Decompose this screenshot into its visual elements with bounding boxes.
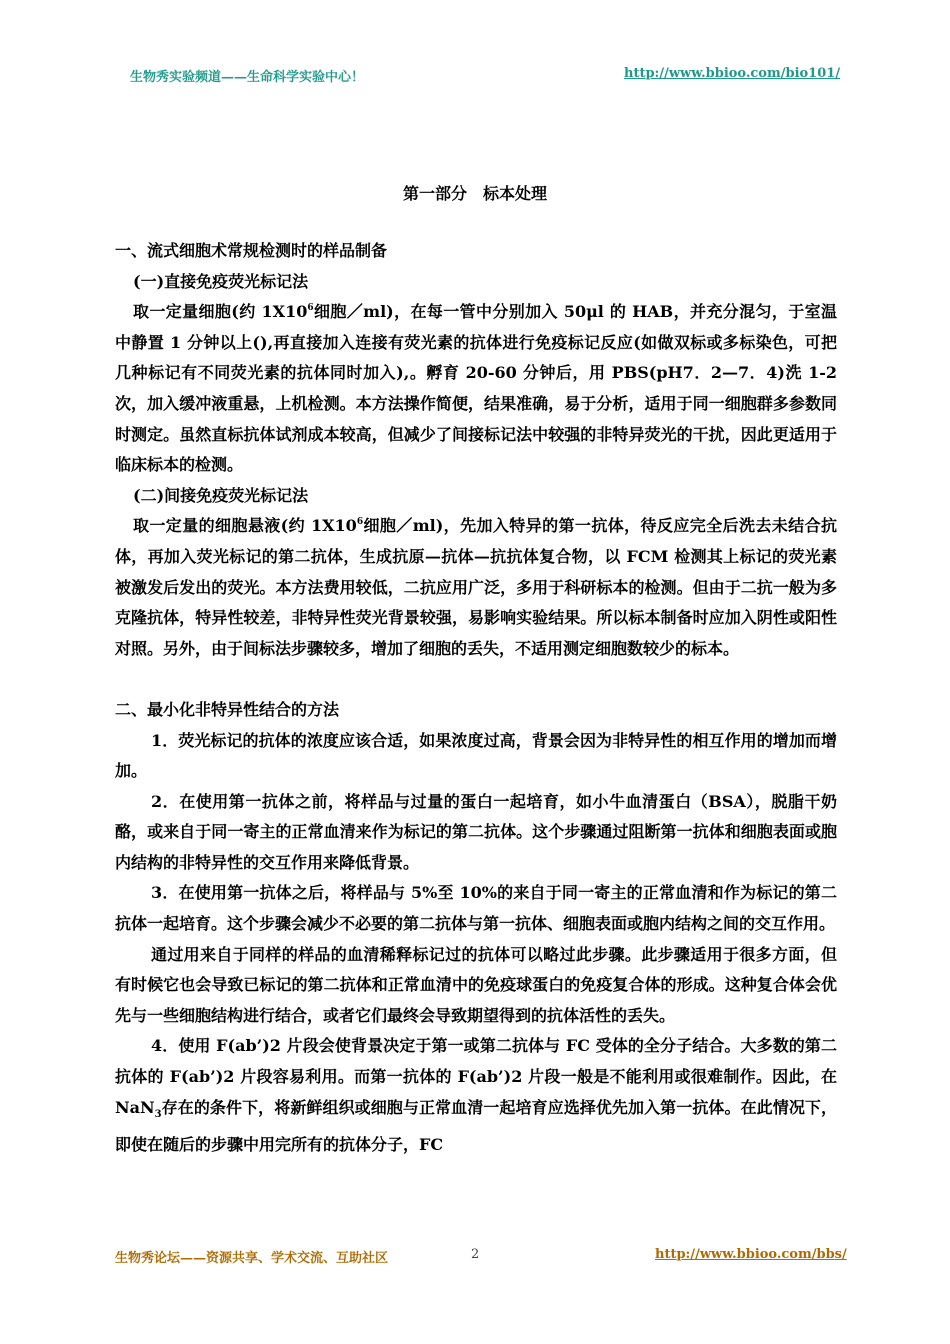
footer-forum-title: 生物秀论坛——资源共享、学术交流、互助社区 [115, 1251, 389, 1266]
sub2-text-a: 取一定量的细胞悬液(约 1X10 [133, 516, 357, 536]
header-site-title: 生物秀实验频道——生命科学实验中心！ [130, 70, 365, 85]
sub1-heading: (一)直接免疫荧光标记法 [133, 271, 309, 291]
sub2-exponent: 6 [356, 517, 364, 528]
item4-subscript: 3 [154, 1108, 162, 1120]
footer-link[interactable]: http://www.bbioo.com/bbs/ [655, 1247, 847, 1262]
section2-item-4 [115, 1031, 837, 1161]
section2-heading: 二、最小化非特异性结合的方法 [115, 699, 340, 719]
sub1-text-a: 取一定量细胞(约 1X10 [133, 302, 308, 322]
page-number: 2 [471, 1247, 480, 1262]
header-link[interactable]: http://www.bbioo.com/bio101/ [624, 66, 841, 81]
sub1-text-b: 细胞／ml)，在每一管中分别加入 50μl 的 HAB，并充分混匀，于室温中静置 1 分钟以上(),再直接加入连接有荧光素的抗体进行免疫标记反应(如做双标或多标染色，可把几种标记有不同荧光素的抗体同时加入),。孵育 20-60 分钟后，用 PBS(pH7．2—7．4)洗 1-2 次，加入缓冲液重悬，上机检测。本方法操作简便，结果准确，易于分析，适用于同一细胞群多参数同时测定。虽然直标抗体试剂成本较高，但减少了间接标记法中较强的非特异荧光的干扰，因此更适用于临床标本的检测。 [115, 302, 837, 475]
page-title: 第一部分 标本处理 [402, 184, 547, 203]
section2-note: 通过用来自于同样的样品的血清稀释标记过的抗体可以略过此步骤。此步骤适用于很多方面，但有时候它也会导致已标记的第二抗体和正常血清中的免疫球蛋白的免疫复合体的形成。这种复合体会优先与一些细胞结构进行结合，或者它们最终会导致期望得到的抗体活性的丢失。 [115, 944, 837, 1025]
sub1-paragraph [115, 297, 837, 481]
section-spacer [115, 664, 837, 695]
section2-item-3: 3．在使用第一抗体之后，将样品与 5%至 10%的来自于同一寄主的正常血清和作为标记的第二抗体一起培育。这个步骤会减少不必要的第二抗体与第一抗体、细胞表面或胞内结构之间的交互作用。 [115, 883, 837, 934]
sub2-text-b: 细胞／ml)，先加入特异的第一抗体，待反应完全后洗去未结合抗体，再加入荧光标记的第二抗体，生成抗原—抗体—抗抗体复合物，以 FCM 检测其上标记的荧光素被激发后发出的荧光。本方法费用较低，二抗应用广泛，多用于科研标本的检测。但由于二抗一般为多克隆抗体，特异性较差，非特异性荧光背景较强，易影响实验结果。所以标本制备时应加入阴性或阳性对照。另外，由于间标法步骤较多，增加了细胞的丢失，不适用测定细胞数较少的标本。 [115, 516, 837, 658]
item4-text-b: 存在的条件下，将新鲜组织或细胞与正常血清一起培育应选择优先加入第一抗体。在此情况下，即使在随后的步骤中用完所有的抗体分子，FC [115, 1097, 837, 1155]
section2-item-1: 1．荧光标记的抗体的浓度应该合适，如果浓度过高，背景会因为非特异性的相互作用的增加而增加。 [115, 730, 837, 781]
sub2-heading: (二)间接免疫荧光标记法 [133, 485, 309, 505]
section1-heading: 一、流式细胞术常规检测时的样品制备 [115, 241, 388, 260]
sub1-exponent: 6 [307, 303, 314, 314]
section2-item-2: 2．在使用第一抗体之前，将样品与过量的蛋白一起培育，如小牛血清蛋白（BSA），脱脂干奶酪，或来自于同一寄主的正常血清来作为标记的第二抗体。这个步骤通过阻断第一抗体和细胞表面或胞内结构的非特异性的交互作用来降低背景。 [115, 791, 837, 872]
item4-text-a: 4．使用 F(ab’)2 片段会使背景决定于第一或第二抗体与 FC 受体的全分子结合。大多数的第二抗体的 F(ab’)2 片段容易利用。而第一抗体的 F(ab’)2 片段一般是不能利用或很难制作。因此，在 NaN [115, 1036, 837, 1117]
sub2-paragraph [115, 511, 837, 664]
document-body [115, 236, 837, 1161]
